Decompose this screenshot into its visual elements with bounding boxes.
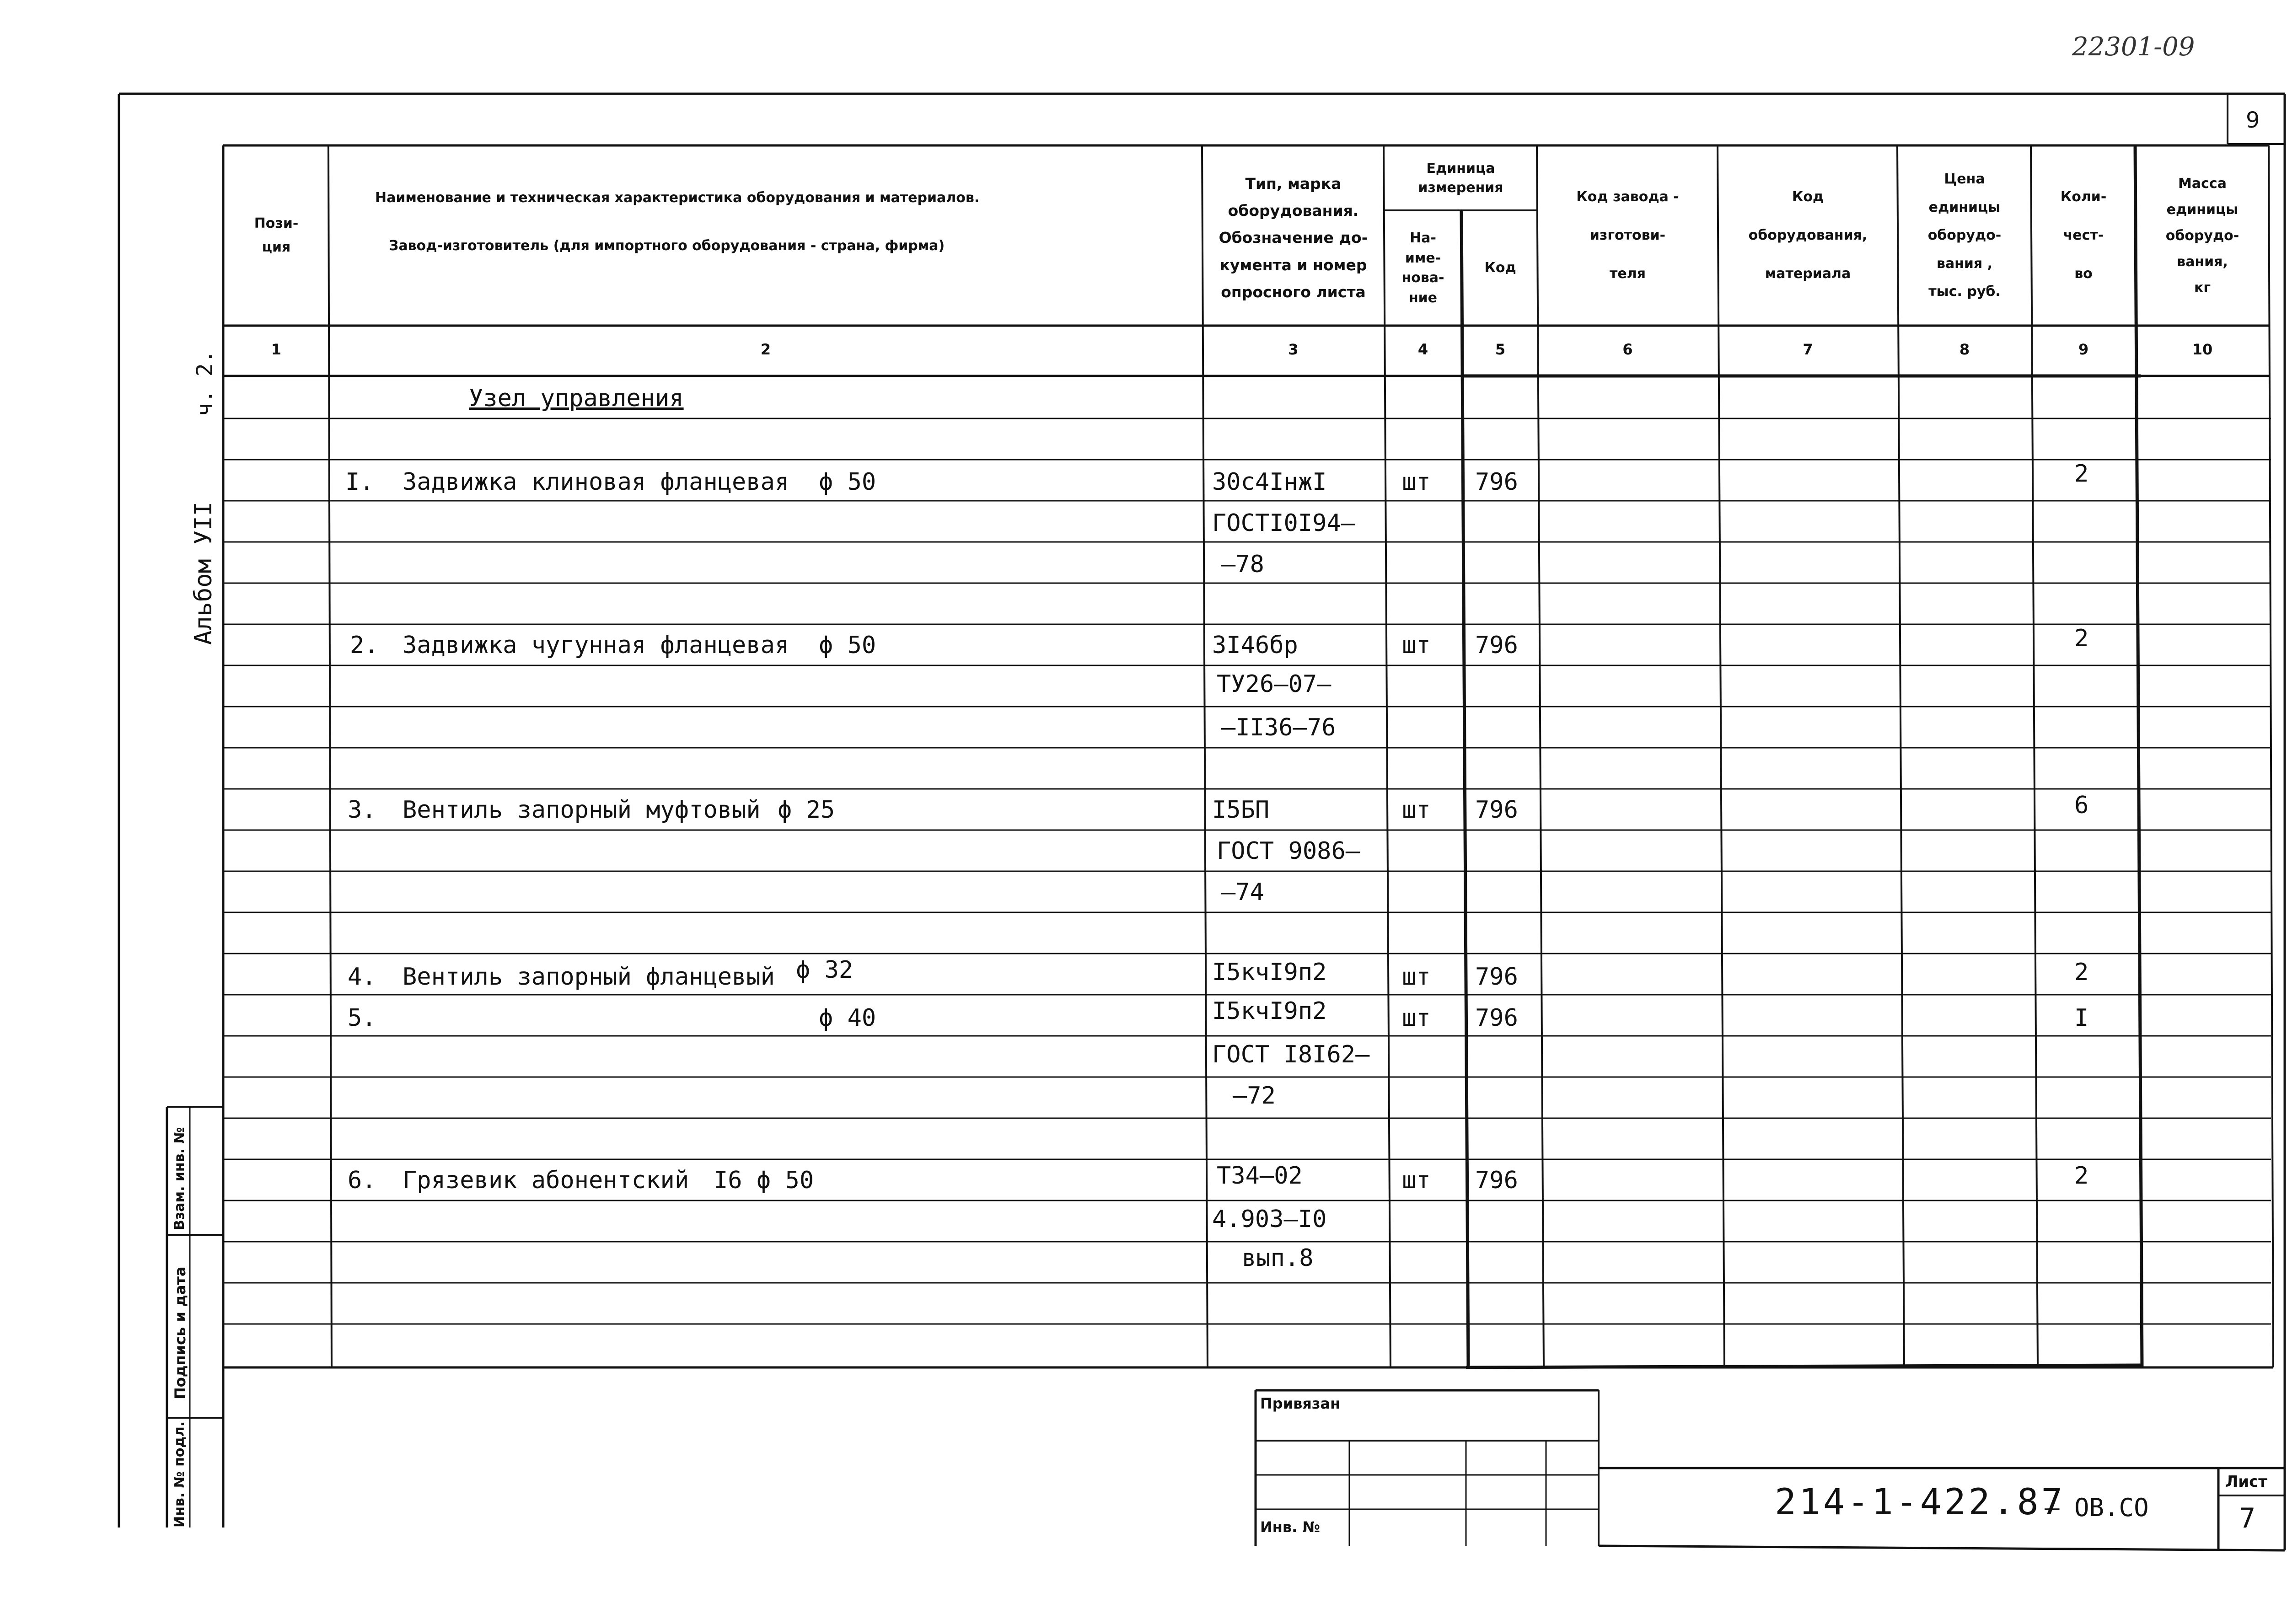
row-unit-code: 796 — [1475, 1004, 1518, 1032]
stamp-doc-suffix: – ОВ.СО — [2045, 1493, 2149, 1522]
row-diameter: ϕ 50 — [819, 632, 876, 659]
row-position: 3. — [348, 796, 376, 824]
header-mass: Масса единицы оборудо- вания, кг — [2165, 175, 2239, 296]
row-position: 4. — [348, 963, 376, 991]
header-equipment-code: Код оборудования, материала — [1748, 189, 1868, 282]
header-unit-group: Единица измерения — [1418, 161, 1503, 196]
row-unit-code: 796 — [1475, 1167, 1518, 1194]
column-number: 4 — [1417, 341, 1428, 358]
row-name: Грязевик абонентский — [403, 1167, 689, 1194]
row-quantity: 2 — [2074, 959, 2089, 986]
margin-album-label: Альбом УII — [190, 501, 217, 645]
row-type: Т34–02 — [1217, 1162, 1303, 1190]
row-unit: шт — [1402, 963, 1431, 991]
row-position: 6. — [348, 1167, 376, 1194]
margin-vzam-label: Взам. инв. № — [172, 1127, 188, 1230]
row-diameter: I6 ϕ 50 — [714, 1167, 814, 1194]
column-number: 6 — [1622, 341, 1633, 358]
row-type: вып.8 — [1242, 1244, 1314, 1272]
row-name: Вентиль запорный фланцевый — [403, 963, 775, 991]
row-unit-code: 796 — [1475, 632, 1518, 659]
column-number: 10 — [2192, 341, 2213, 358]
row-type: 3I46бр — [1212, 632, 1298, 659]
row-type: –II36–76 — [1221, 714, 1336, 741]
margin-podpis-label: Подпись и дата — [172, 1266, 189, 1399]
section-title: Узел управления — [469, 385, 684, 412]
row-type: ГОСТI0I94– — [1212, 509, 1356, 537]
row-position: I. — [345, 468, 374, 496]
row-type: I5кчI9п2 — [1212, 997, 1327, 1025]
stamp-list-label: Лист — [2225, 1473, 2267, 1491]
row-type: –78 — [1221, 551, 1264, 578]
header-quantity: Коли- чест- во — [2060, 189, 2107, 282]
stamp-inv-no: Инв. № — [1260, 1518, 1320, 1536]
column-number: 1 — [271, 341, 282, 358]
row-diameter: ϕ 32 — [796, 956, 854, 984]
row-unit: шт — [1402, 632, 1431, 659]
header-unit-price: Цена единицы оборудо- вания , тыс. руб. — [1927, 171, 2002, 300]
row-diameter: ϕ 50 — [819, 468, 876, 496]
row-unit-code: 796 — [1475, 796, 1518, 824]
row-type: ГОСТ 9086– — [1217, 837, 1360, 865]
column-number: 2 — [760, 341, 771, 358]
row-quantity: 6 — [2074, 792, 2089, 819]
stamp-doc-code: 214-1-422.87 — [1775, 1482, 2066, 1523]
column-number: 5 — [1495, 341, 1506, 358]
row-name: Задвижка чугунная фланцевая — [403, 632, 789, 659]
row-unit-code: 796 — [1475, 963, 1518, 991]
row-type: 30с4IнжI — [1212, 468, 1327, 496]
stamp-privyazan: Привязан — [1260, 1395, 1341, 1412]
column-number: 7 — [1803, 341, 1813, 358]
row-unit: шт — [1402, 1167, 1431, 1194]
row-diameter: ϕ 25 — [778, 796, 835, 824]
row-unit: шт — [1402, 796, 1431, 824]
column-number: 8 — [1959, 341, 1970, 358]
row-type: 4.903–I0 — [1212, 1206, 1327, 1233]
header-position: Пози- ция — [254, 215, 299, 255]
margin-inv-label: Инв. № подл. — [172, 1421, 188, 1528]
sheet-number: 9 — [2246, 107, 2260, 133]
row-type: –72 — [1233, 1082, 1276, 1109]
stamp-list-number: 7 — [2239, 1502, 2256, 1534]
row-name: Вентиль запорный муфтовый — [403, 796, 761, 824]
column-number: 9 — [2078, 341, 2089, 358]
header-name-line2: Завод-изготовитель (для импортного оборудования - страна, фирма) — [389, 238, 945, 254]
row-type: ТУ26–07– — [1217, 670, 1331, 698]
header-unit-name: На- име- нова- ние — [1401, 230, 1444, 306]
row-quantity: I — [2074, 1004, 2089, 1032]
column-number: 3 — [1288, 341, 1299, 358]
row-unit: шт — [1402, 1004, 1431, 1032]
header-plant-code: Код завода - изготови- теля — [1576, 189, 1679, 282]
row-name: Задвижка клиновая фланцевая — [403, 468, 789, 496]
header-name-line1: Наименование и техническая характеристика оборудования и материалов. — [375, 190, 980, 206]
row-unit-code: 796 — [1475, 468, 1518, 496]
top-doc-number: 22301-09 — [2072, 32, 2195, 62]
margin-part-label: ч. 2. — [192, 350, 218, 416]
row-position: 5. — [348, 1004, 376, 1032]
row-unit: шт — [1402, 468, 1431, 496]
header-type: Тип, марка оборудования. Обозначение до- кумента и номер опросного листа — [1219, 174, 1368, 301]
row-quantity: 2 — [2074, 460, 2089, 488]
row-quantity: 2 — [2074, 625, 2089, 652]
row-type: I5БП — [1212, 796, 1270, 824]
header-unit-code: Код — [1484, 259, 1516, 276]
row-type: ГОСТ I8I62– — [1212, 1041, 1370, 1068]
header-name — [329, 146, 1202, 325]
row-diameter: ϕ 40 — [819, 1004, 876, 1032]
row-position: 2. — [350, 632, 379, 659]
row-type: I5кчI9п2 — [1212, 959, 1327, 986]
row-quantity: 2 — [2074, 1162, 2089, 1190]
row-type: –74 — [1221, 879, 1264, 906]
